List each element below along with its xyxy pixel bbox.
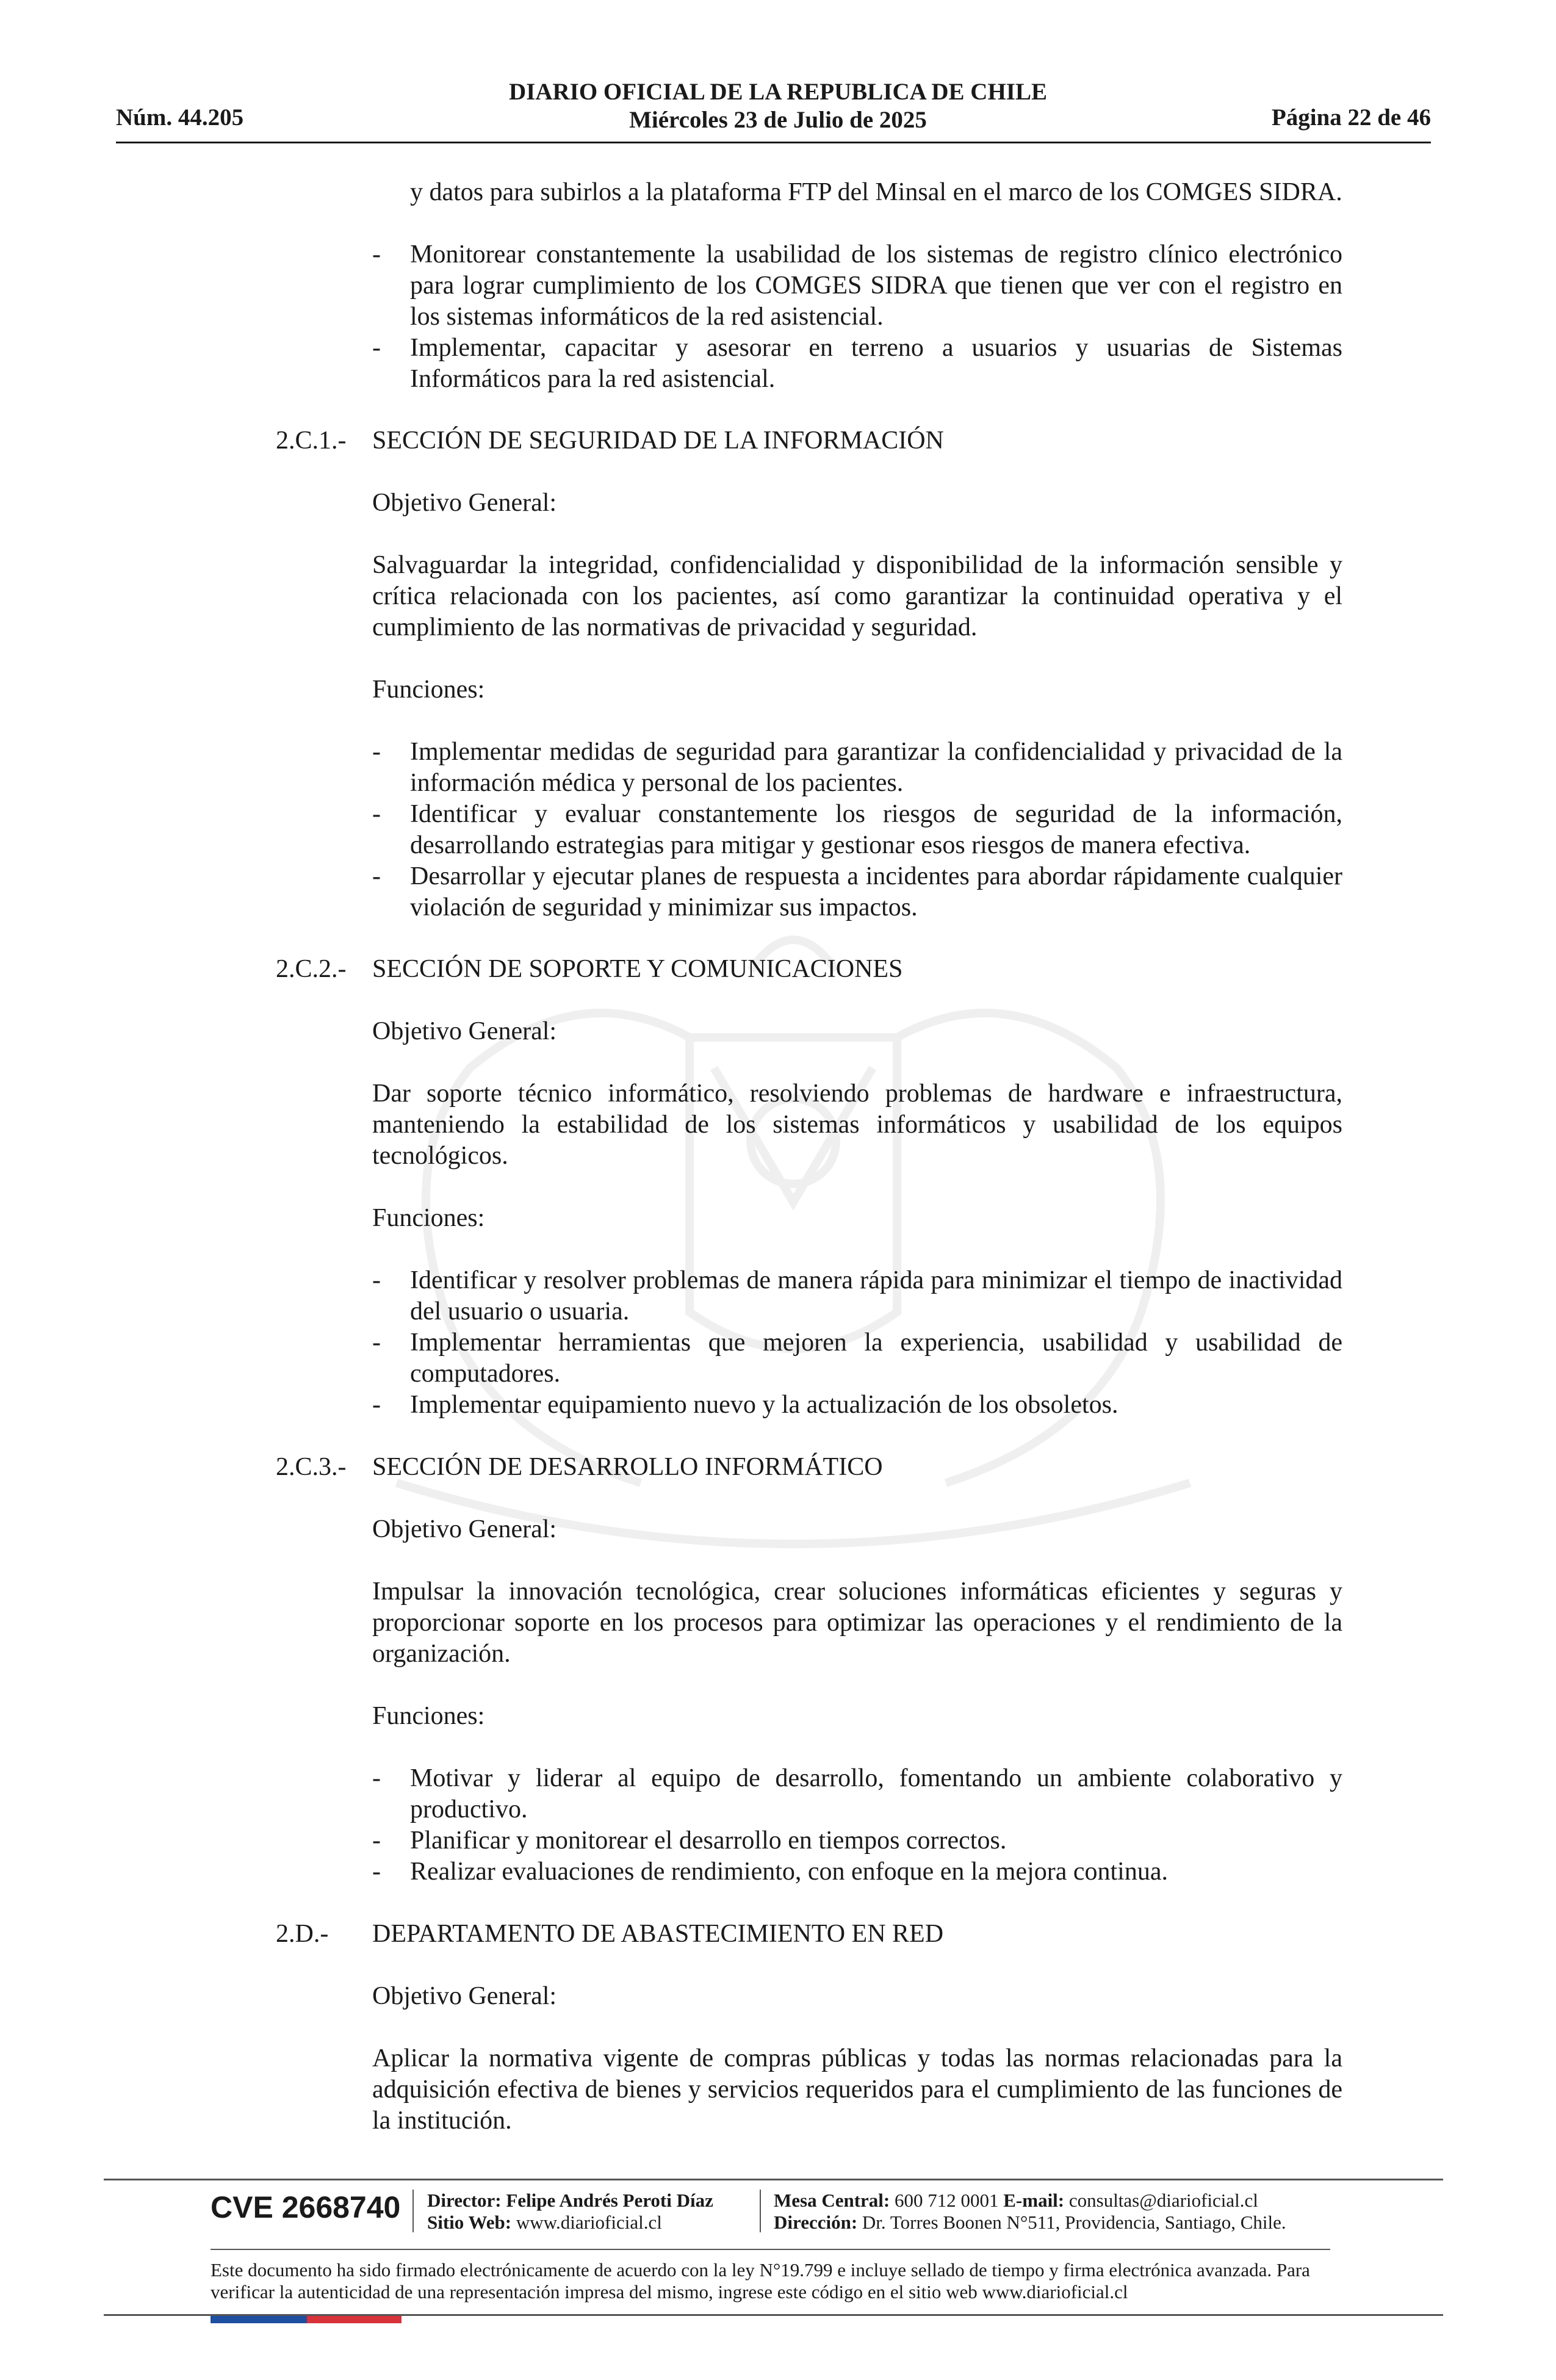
- list-item-text: Implementar medidas de seguridad para garantizar la confidencialidad y privacidad de la información médica y personal de los pacientes.: [410, 738, 1342, 797]
- list-item: [372, 1856, 1342, 1888]
- bullet-dash: -: [372, 738, 381, 766]
- objective-text: Aplicar la normativa vigente de compras públicas y todas las normas relacionadas para la adquisición efectiva de bienes y servicios requeridos para el cumplimiento de las funciones de la institución.: [372, 2044, 1342, 2135]
- address-label: Dirección:: [774, 2212, 858, 2233]
- list-item: [372, 861, 1342, 923]
- issue-number: Núm. 44.205: [116, 104, 244, 131]
- website-link[interactable]: www.diarioficial.cl: [516, 2212, 662, 2233]
- bullet-dash: -: [372, 1826, 381, 1855]
- website-line: [427, 2212, 713, 2234]
- director-block: [427, 2190, 713, 2234]
- objective-text: Impulsar la innovación tecnológica, crear soluciones informáticas eficientes y seguras y proporcionar soporte en los procesos para optimizar las operaciones y el rendimiento de la organización.: [372, 1578, 1342, 1668]
- email-label: E-mail:: [1003, 2190, 1065, 2211]
- list-item-text: Planificar y monitorear el desarrollo en tiempos correctos.: [410, 1826, 1007, 1855]
- contact-block: [774, 2190, 1286, 2234]
- director-line: [427, 2190, 713, 2212]
- bullet-dash: -: [372, 1764, 381, 1792]
- objective-text: Salvaguardar la integridad, confidencialidad y disponibilidad de la información sensible y crítica relacionada con los pacientes, así como garantizar la continuidad operativa y el cumplimiento de las normativas de privacidad y seguridad.: [372, 551, 1342, 641]
- bullet-dash: -: [372, 1391, 381, 1419]
- list-item-text: Realizar evaluaciones de rendimiento, con enfoque en la mejora continua.: [410, 1858, 1168, 1886]
- list-item: [372, 239, 1342, 333]
- list-item: [372, 1265, 1342, 1327]
- list-item-text: Desarrollar y ejecutar planes de respuesta a incidentes para abordar rápidamente cualquier violación de seguridad y minimizar sus impactos.: [410, 862, 1342, 921]
- website-label: Sitio Web:: [427, 2212, 512, 2233]
- cve-code: CVE 2668740: [211, 2190, 401, 2224]
- bullet-dash: -: [372, 800, 381, 828]
- bullet-dash: -: [372, 1329, 381, 1357]
- footer-separator: [412, 2190, 414, 2232]
- bullet-dash: -: [372, 240, 381, 269]
- objective-label: Objetivo General:: [372, 1982, 557, 2010]
- section-title: SECCIÓN DE SOPORTE Y COMUNICACIONES: [372, 955, 903, 983]
- section-title: SECCIÓN DE DESARROLLO INFORMÁTICO: [372, 1453, 883, 1481]
- flag-stripe-blue: [211, 2316, 307, 2323]
- list-item: [372, 1763, 1342, 1825]
- list-item: [372, 1327, 1342, 1390]
- objective-label: Objetivo General:: [372, 1515, 557, 1543]
- section-number: 2.C.1.-: [276, 427, 347, 455]
- section-title: DEPARTAMENTO DE ABASTECIMIENTO EN RED: [372, 1920, 944, 1948]
- objective-text: Dar soporte técnico informático, resolviendo problemas de hardware e infraestructura, manteniendo la estabilidad de los sistemas informáticos y usabilidad de los equipos tecnológicos.: [372, 1080, 1342, 1170]
- list-item-text: Implementar, capacitar y asesorar en terreno a usuarios y usuarias de Sistemas Informáticos para la red asistencial.: [410, 334, 1342, 393]
- list-item-text: Motivar y liderar al equipo de desarrollo, fomentando un ambiente colaborativo y productivo.: [410, 1764, 1342, 1823]
- continuation-paragraph: y datos para subirlos a la plataforma FTP del Minsal en el marco de los COMGES SIDRA.: [410, 178, 1342, 206]
- section-number: 2.D.-: [276, 1920, 329, 1948]
- functions-label: Funciones:: [372, 1204, 485, 1232]
- functions-label: Funciones:: [372, 1702, 485, 1730]
- list-item: [372, 333, 1342, 395]
- objective-label: Objetivo General:: [372, 489, 557, 517]
- list-item: [372, 799, 1342, 861]
- page-number: Página 22 de 46: [1271, 104, 1431, 131]
- list-item-text: Implementar herramientas que mejoren la experiencia, usabilidad y usabilidad de computadores.: [410, 1329, 1342, 1388]
- section-number: 2.C.2.-: [276, 955, 347, 983]
- header-divider: [116, 142, 1431, 143]
- phone-email-line: [774, 2190, 1286, 2212]
- director-label: Director:: [427, 2190, 502, 2211]
- director-name: Felipe Andrés Peroti Díaz: [506, 2190, 713, 2211]
- list-item: [372, 1825, 1342, 1856]
- phone-label: Mesa Central:: [774, 2190, 890, 2211]
- list-item-text: Monitorear constantemente la usabilidad de los sistemas de registro clínico electrónico para lograr cumplimiento de los COMGES SIDRA que tienen que ver con el registro en los sistemas informáticos de la red asistencial.: [410, 240, 1342, 331]
- section-title: SECCIÓN DE SEGURIDAD DE LA INFORMACIÓN: [372, 427, 944, 455]
- bullet-dash: -: [372, 862, 381, 890]
- list-item-text: Identificar y evaluar constantemente los riesgos de seguridad de la información, desarrollando estrategias para mitigar y gestionar esos riesgos de manera efectiva.: [410, 800, 1342, 859]
- section-number: 2.C.3.-: [276, 1453, 347, 1481]
- list-item: [372, 737, 1342, 799]
- signature-notice: Este documento ha sido firmado electrónicamente de acuerdo con la ley N°19.799 e incluye sellado de tiempo y firma electrónica avanzada. Para verificar la autenticidad de una representación impresa del mismo, ingrese este código en el sitio web www.diarioficial.cl: [211, 2259, 1310, 2302]
- list-item-text: Identificar y resolver problemas de manera rápida para minimizar el tiempo de inactividad del usuario o usuaria.: [410, 1266, 1342, 1325]
- functions-label: Funciones:: [372, 676, 485, 704]
- bullet-dash: -: [372, 334, 381, 362]
- list-item-text: Implementar equipamiento nuevo y la actualización de los obsoletos.: [410, 1391, 1118, 1419]
- objective-label: Objetivo General:: [372, 1017, 557, 1045]
- address-text: Dr. Torres Boonen N°511, Providencia, Santiago, Chile.: [862, 2212, 1286, 2233]
- flag-stripe-red: [307, 2316, 402, 2323]
- footer-separator: [760, 2190, 761, 2232]
- footer-divider: [104, 2179, 1443, 2180]
- footer-inner-divider: [211, 2249, 1330, 2250]
- bullet-dash: -: [372, 1266, 381, 1294]
- address-line: [774, 2212, 1286, 2234]
- email-link[interactable]: consultas@diarioficial.cl: [1068, 2190, 1258, 2211]
- phone-number: 600 712 0001: [895, 2190, 999, 2211]
- list-item: [372, 1390, 1342, 1421]
- publication-title: DIARIO OFICIAL DE LA REPUBLICA DE CHILE: [508, 79, 1047, 105]
- bullet-dash: -: [372, 1858, 381, 1886]
- publication-date: Miércoles 23 de Julio de 2025: [629, 107, 927, 133]
